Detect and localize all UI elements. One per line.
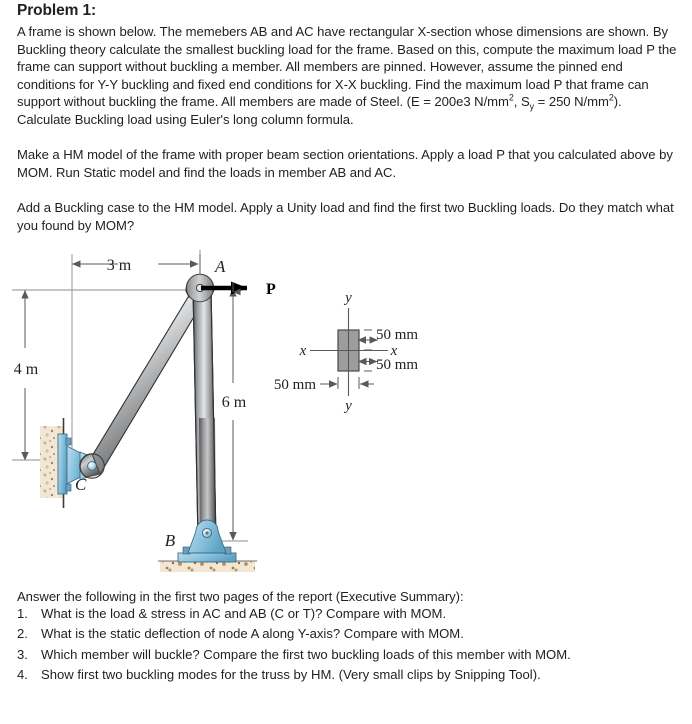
unit-exponent: 2 <box>608 93 614 104</box>
yield-subscript: y <box>529 101 535 112</box>
answer-lead-text: Answer the following in the first two pages of the report (Executive Summary): <box>17 589 464 604</box>
joint-label-a: A <box>215 257 226 276</box>
list-item <box>17 604 682 624</box>
intro-paragraph: A frame is shown below. The memebers AB and AC have rectangular X-section whose dimensions are shown. By Buckling theory calculate the smallest buckling load for the frame. Based on this, compute the maximum load P the frame can support without buckling a member. All members are pinned. However, assume the pinned end conditions for Y-Y buckling and fixed end conditions for X-X buckling. Find the maximum load P that frame can support without buckling the frame. All members are made of Steel. (E = 200e3 $N/mm^2$, $S_y = 250$ $N/mm^2$). Calculate Buckling load using Euler's long column formula. <box>17 24 677 127</box>
dim-4m-label: 4 m <box>13 361 39 378</box>
dimension-3m <box>72 250 200 448</box>
axis-label-x-right: x <box>390 343 398 359</box>
cross-section-detail <box>274 290 419 414</box>
question-list <box>17 604 682 686</box>
member-ac <box>80 284 207 478</box>
dimension-6m <box>212 288 248 541</box>
question-text: What is the static deflection of node A along Y-axis? Compare with MOM. <box>41 626 464 642</box>
axis-label-x-left: x <box>299 343 307 359</box>
joint-label-c: C <box>75 475 87 494</box>
load-label-p: P <box>266 281 276 298</box>
hm-model-paragraph: Make a HM model of the frame with proper beam section orientations. Apply a load P that you calculated above by MOM. Run Static model and find the loads in member AB and AC. <box>17 147 673 180</box>
list-item <box>17 624 682 644</box>
question-number: 3. <box>17 646 28 662</box>
question-text: What is the load & stress in AC and AB (C or T)? Compare with MOM. <box>41 606 447 621</box>
member-ab <box>193 288 216 540</box>
question-number: 4. <box>17 667 28 683</box>
axis-label-y-bottom: y <box>345 398 352 414</box>
dim-bottom-50mm: 50 mm <box>376 357 419 373</box>
ground-support-b <box>158 520 257 572</box>
list-item <box>17 645 682 665</box>
frame-diagram <box>0 248 470 583</box>
joint-label-b: B <box>164 531 176 550</box>
question-number: 2. <box>17 626 28 642</box>
list-item <box>17 665 682 685</box>
buckling-case-paragraph: Add a Buckling case to the HM model. Apply a Unity load and find the first two Buckling loads. Do they match what you found by MOM? <box>17 200 674 233</box>
axis-label-y-top: y <box>345 290 352 306</box>
page-title: Problem 1: <box>17 2 97 19</box>
unit-exponent: 2 <box>508 93 514 104</box>
question-text: Show first two buckling modes for the truss by HM. (Very small clips by Snipping Tool). <box>41 667 541 683</box>
question-text: Which member will buckle? Compare the first two buckling loads of this member with MOM. <box>41 646 571 662</box>
question-number: 1. <box>17 606 28 621</box>
dim-width-50mm: 50 mm <box>273 377 316 393</box>
dim-6m-label: 6 m <box>221 394 247 411</box>
dim-3m-label: 3 m <box>106 257 132 274</box>
dim-top-50mm: 50 mm <box>376 327 419 343</box>
